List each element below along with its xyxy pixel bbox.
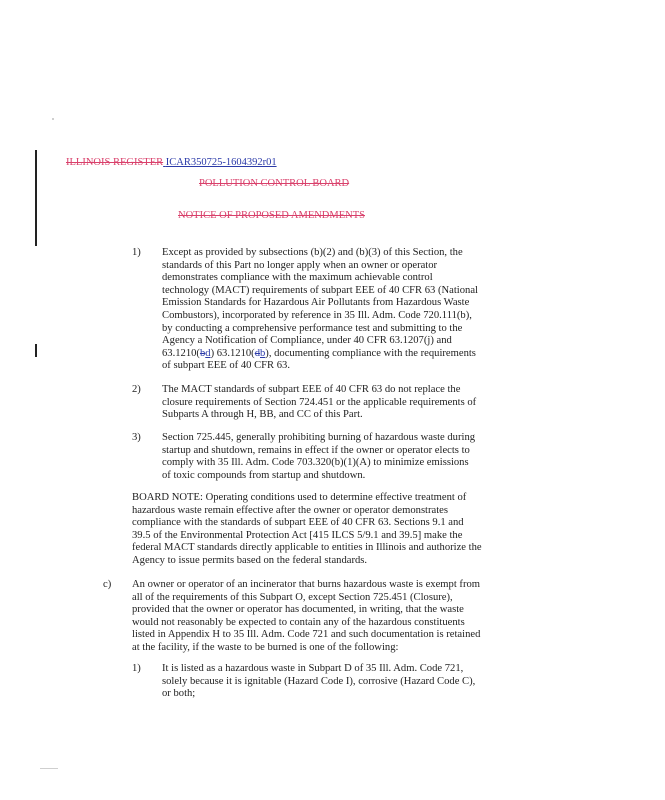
text-line: startup and shutdown, remains in effect if the owner or operator elects to	[162, 444, 470, 456]
section-label: c)	[103, 579, 112, 590]
text-line: Subparts A through H, BB, and CC of this Part.	[162, 409, 363, 421]
inserted-char: b	[260, 347, 266, 359]
text-line: demonstrates compliance with the maximum achievable control	[162, 272, 433, 284]
text-line: comply with 35 Ill. Adm. Code 703.320(b)(1)(A) to minimize emissions	[162, 457, 469, 469]
text-line: technology (MACT) requirements of subpart EEE of 40 CFR 63 (National	[162, 284, 478, 296]
text-line: at the facility, if the waste to be burned is one of the following:	[132, 641, 399, 653]
item-text	[162, 384, 480, 422]
item-number: 3)	[132, 432, 141, 443]
mixed-edit-line: 63.1210(bd) 63.1210(db), documenting compliance with the requirements	[162, 347, 476, 359]
text-line: Combustors), incorporated by reference in 35 Ill. Adm. Code 720.111(b),	[162, 309, 472, 321]
notice-header: NOTICE OF PROPOSED AMENDMENTS	[178, 210, 365, 221]
board-note	[132, 492, 484, 568]
text-line: standards of this Part no longer apply when an owner or operator	[162, 259, 438, 271]
text-line: provided that the owner or operator has documented, in writing, that the waste	[132, 604, 464, 616]
deleted-char: d	[254, 347, 260, 359]
text-line: It is listed as a hazardous waste in Subpart D of 35 Ill. Adm. Code 721,	[162, 663, 464, 674]
item-text	[162, 663, 480, 701]
text-line: Agency a Notification of Compliance, under 40 CFR 63.1207(j) and	[162, 335, 452, 347]
item-text	[162, 247, 480, 373]
item-number: 2)	[132, 384, 141, 395]
text-line: 39.5 of the Environmental Protection Act [415 ILCS 5/9.1 and 39.5] make the	[132, 529, 463, 541]
change-bar	[35, 150, 37, 246]
deleted-char: b	[199, 347, 206, 359]
inserted-char: d	[205, 347, 211, 359]
text-line: BOARD NOTE: Operating conditions used to determine effective treatment of	[132, 492, 467, 503]
text-line: would not reasonably be expected to contain any of the hazardous constituents	[132, 616, 465, 628]
text-line: or both;	[162, 688, 196, 700]
text-line: by conducting a comprehensive performance test and submitting to the	[162, 322, 463, 334]
change-bar	[35, 344, 37, 357]
register-header	[66, 157, 277, 168]
text-line: An owner or operator of an incinerator that burns hazardous waste is exempt from	[132, 579, 481, 590]
text-line: of toxic compounds from startup and shutdown.	[162, 469, 366, 481]
register-struck: ILLINOIS REGISTER	[66, 157, 164, 168]
text-line: closure requirements of Section 724.451 or the applicable requirements of	[162, 396, 477, 408]
text-line: listed in Appendix H to 35 Ill. Adm. Code 721 and such documentation is retained	[132, 629, 481, 641]
scan-speck	[52, 118, 54, 120]
text-line: federal MACT standards directly applicable to entities in Illinois and authorize the	[132, 542, 482, 554]
text-line: Section 725.445, generally prohibiting burning of hazardous waste during	[162, 432, 476, 443]
text-line: all of the requirements of this Subpart O, except Section 725.451 (Closure),	[132, 591, 453, 603]
text-line: solely because it is ignitable (Hazard Code I), corrosive (Hazard Code C),	[162, 675, 476, 687]
text-line: The MACT standards of subpart EEE of 40 CFR 63 do not replace the	[162, 384, 461, 395]
register-inserted: ICAR350725-1604392r01	[165, 157, 277, 168]
section-text	[132, 579, 484, 655]
text-line: Agency to issue permits based on the federal standards.	[132, 554, 368, 566]
text-line: hazardous waste remain effective after the owner or operator demonstrates	[132, 504, 449, 516]
item-text	[162, 432, 480, 482]
text-line: compliance with the standards of subpart EEE of 40 CFR 63. Sections 9.1 and	[132, 517, 464, 529]
text-line: of subpart EEE of 40 CFR 63.	[162, 360, 290, 372]
item-number: 1)	[132, 247, 141, 258]
text-line: Except as provided by subsections (b)(2) and (b)(3) of this Section, the	[162, 247, 463, 258]
board-header: POLLUTION CONTROL BOARD	[199, 178, 350, 189]
item-number: 1)	[132, 663, 141, 674]
scan-speck	[40, 768, 58, 769]
text-line: Emission Standards for Hazardous Air Pollutants from Hazardous Waste	[162, 297, 470, 309]
